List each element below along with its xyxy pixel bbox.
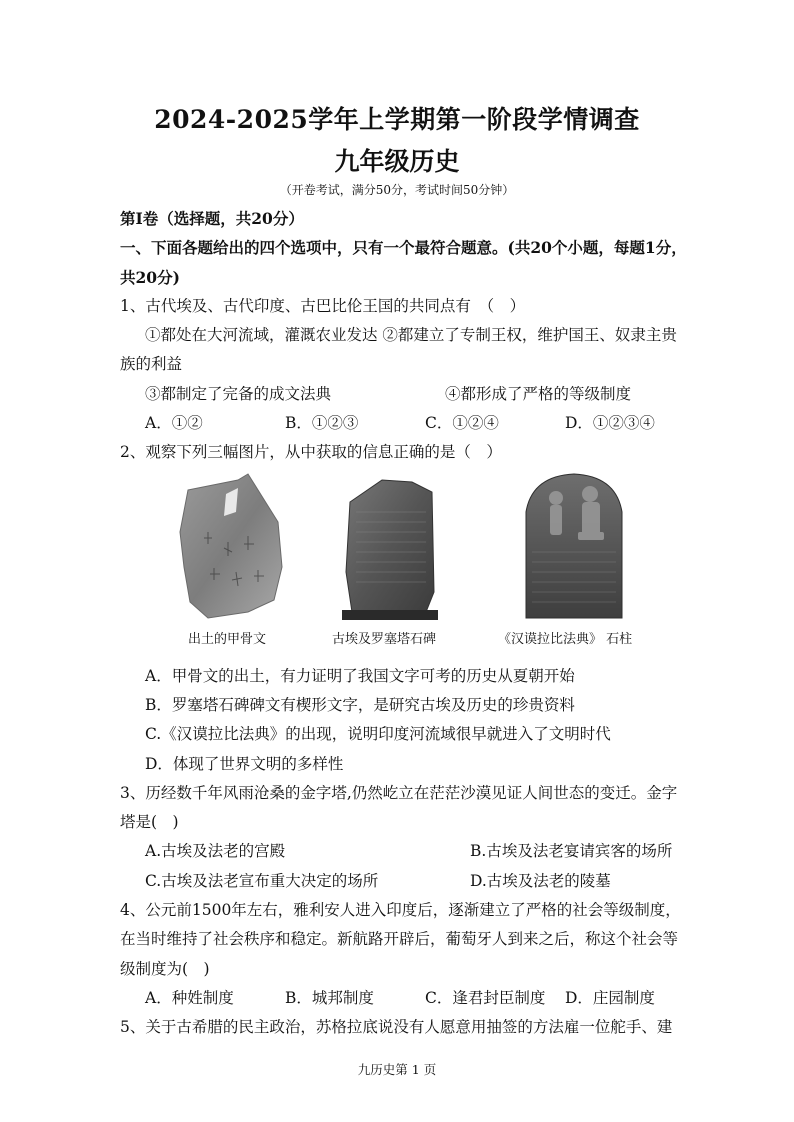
q4-stem: 4、公元前1500年左右，雅利安人进入印度后，逐渐建立了严格的社会等级制度， [120,901,681,920]
q4-option-a: A．种姓制度 [145,988,234,1007]
q1-option-c: C．①②④ [425,414,499,433]
rosetta-stone-image [342,472,438,622]
exam-note: （开卷考试，满分50分，考试时间50分钟） [279,183,515,197]
q1-option-b: B．①②③ [285,414,359,433]
section-instruction-cont: 共20分) [120,267,180,287]
q1-option-d: D．①②③④ [565,414,655,433]
caption-hammurabi-stele: 《汉谟拉比法典》 石柱 [498,631,633,647]
hammurabi-stele-image [522,472,626,622]
q3-options-ab [120,837,700,866]
q1-stem: 1、古代埃及、古代印度、古巴比伦王国的共同点有 （ ） [120,296,526,315]
q1-statement-4: ④都形成了严格的等级制度 [445,384,632,403]
q1-statement-3: ③都制定了完备的成文法典 [145,384,332,403]
q4-stem-cont: 在当时维持了社会秩序和稳定。新航路开辟后，葡萄牙人到来之后，称这个社会等 [120,930,679,949]
q4-option-d: D．庄园制度 [565,988,655,1007]
q1-statements-3-4 [120,380,700,409]
q3-option-c: C.古埃及法老宣布重大决定的场所 [145,871,379,890]
q3-option-b: B.古埃及法老宴请宾客的场所 [470,842,673,861]
section-label: 第Ⅰ卷（选择题，共20分） [120,209,304,228]
q4-option-c: C．逢君封臣制度 [425,988,546,1007]
q3-options-cd [120,867,700,896]
q1-statement-cont: 族的利益 [120,355,183,374]
exam-title: 2024-2025学年上学期第一阶段学情调查 [154,105,640,134]
q3-option-a: A.古埃及法老的宫殿 [145,842,286,861]
q1-statement-1-2: ①都处在大河流域，灌溉农业发达 ②都建立了专制王权，维护国王、奴隶主贵 [145,326,677,345]
q1-options [120,409,700,438]
q2-option-c: C.《汉谟拉比法典》的出现，说明印度河流域很早就进入了文明时代 [145,725,611,744]
q2-stem: 2、观察下列三幅图片，从中获取的信息正确的是（ ） [120,443,502,462]
q4-option-b: B．城邦制度 [285,988,374,1007]
q2-option-a: A．甲骨文的出土，有力证明了我国文字可考的历史从夏朝开始 [145,666,575,685]
caption-oracle-bone: 出土的甲骨文 [188,631,267,647]
q2-option-d: D．体现了世界文明的多样性 [145,754,344,773]
page-footer: 九历史第 1 页 [357,1062,437,1077]
q4-options [120,984,700,1013]
q3-option-d: D.古埃及法老的陵墓 [470,871,611,890]
q2-figures [120,472,700,662]
q3-stem: 3、历经数千年风雨沧桑的金字塔,仍然屹立在茫茫沙漠见证人间世态的变迁。金字 [120,783,678,802]
q2-option-b: B．罗塞塔石碑碑文有楔形文字，是研究古埃及历史的珍贵资料 [145,695,575,714]
exam-subject: 九年级历史 [334,147,460,176]
exam-content [120,204,700,1043]
q5-stem: 5、关于古希腊的民主政治，苏格拉底说没有人愿意用抽签的方法雇一位舵手、建 [120,1018,673,1037]
q1-option-a: A．①② [145,414,203,433]
oracle-bone-image [178,472,288,622]
q3-stem-cont: 塔是( ) [120,813,179,832]
q4-stem-cont2: 级制度为( ) [120,959,210,978]
section-instruction: 一、下面各题给出的四个选项中，只有一个最符合题意。(共20个小题，每题1分， [120,238,687,258]
caption-rosetta-stone: 古埃及罗塞塔石碑 [332,631,437,647]
